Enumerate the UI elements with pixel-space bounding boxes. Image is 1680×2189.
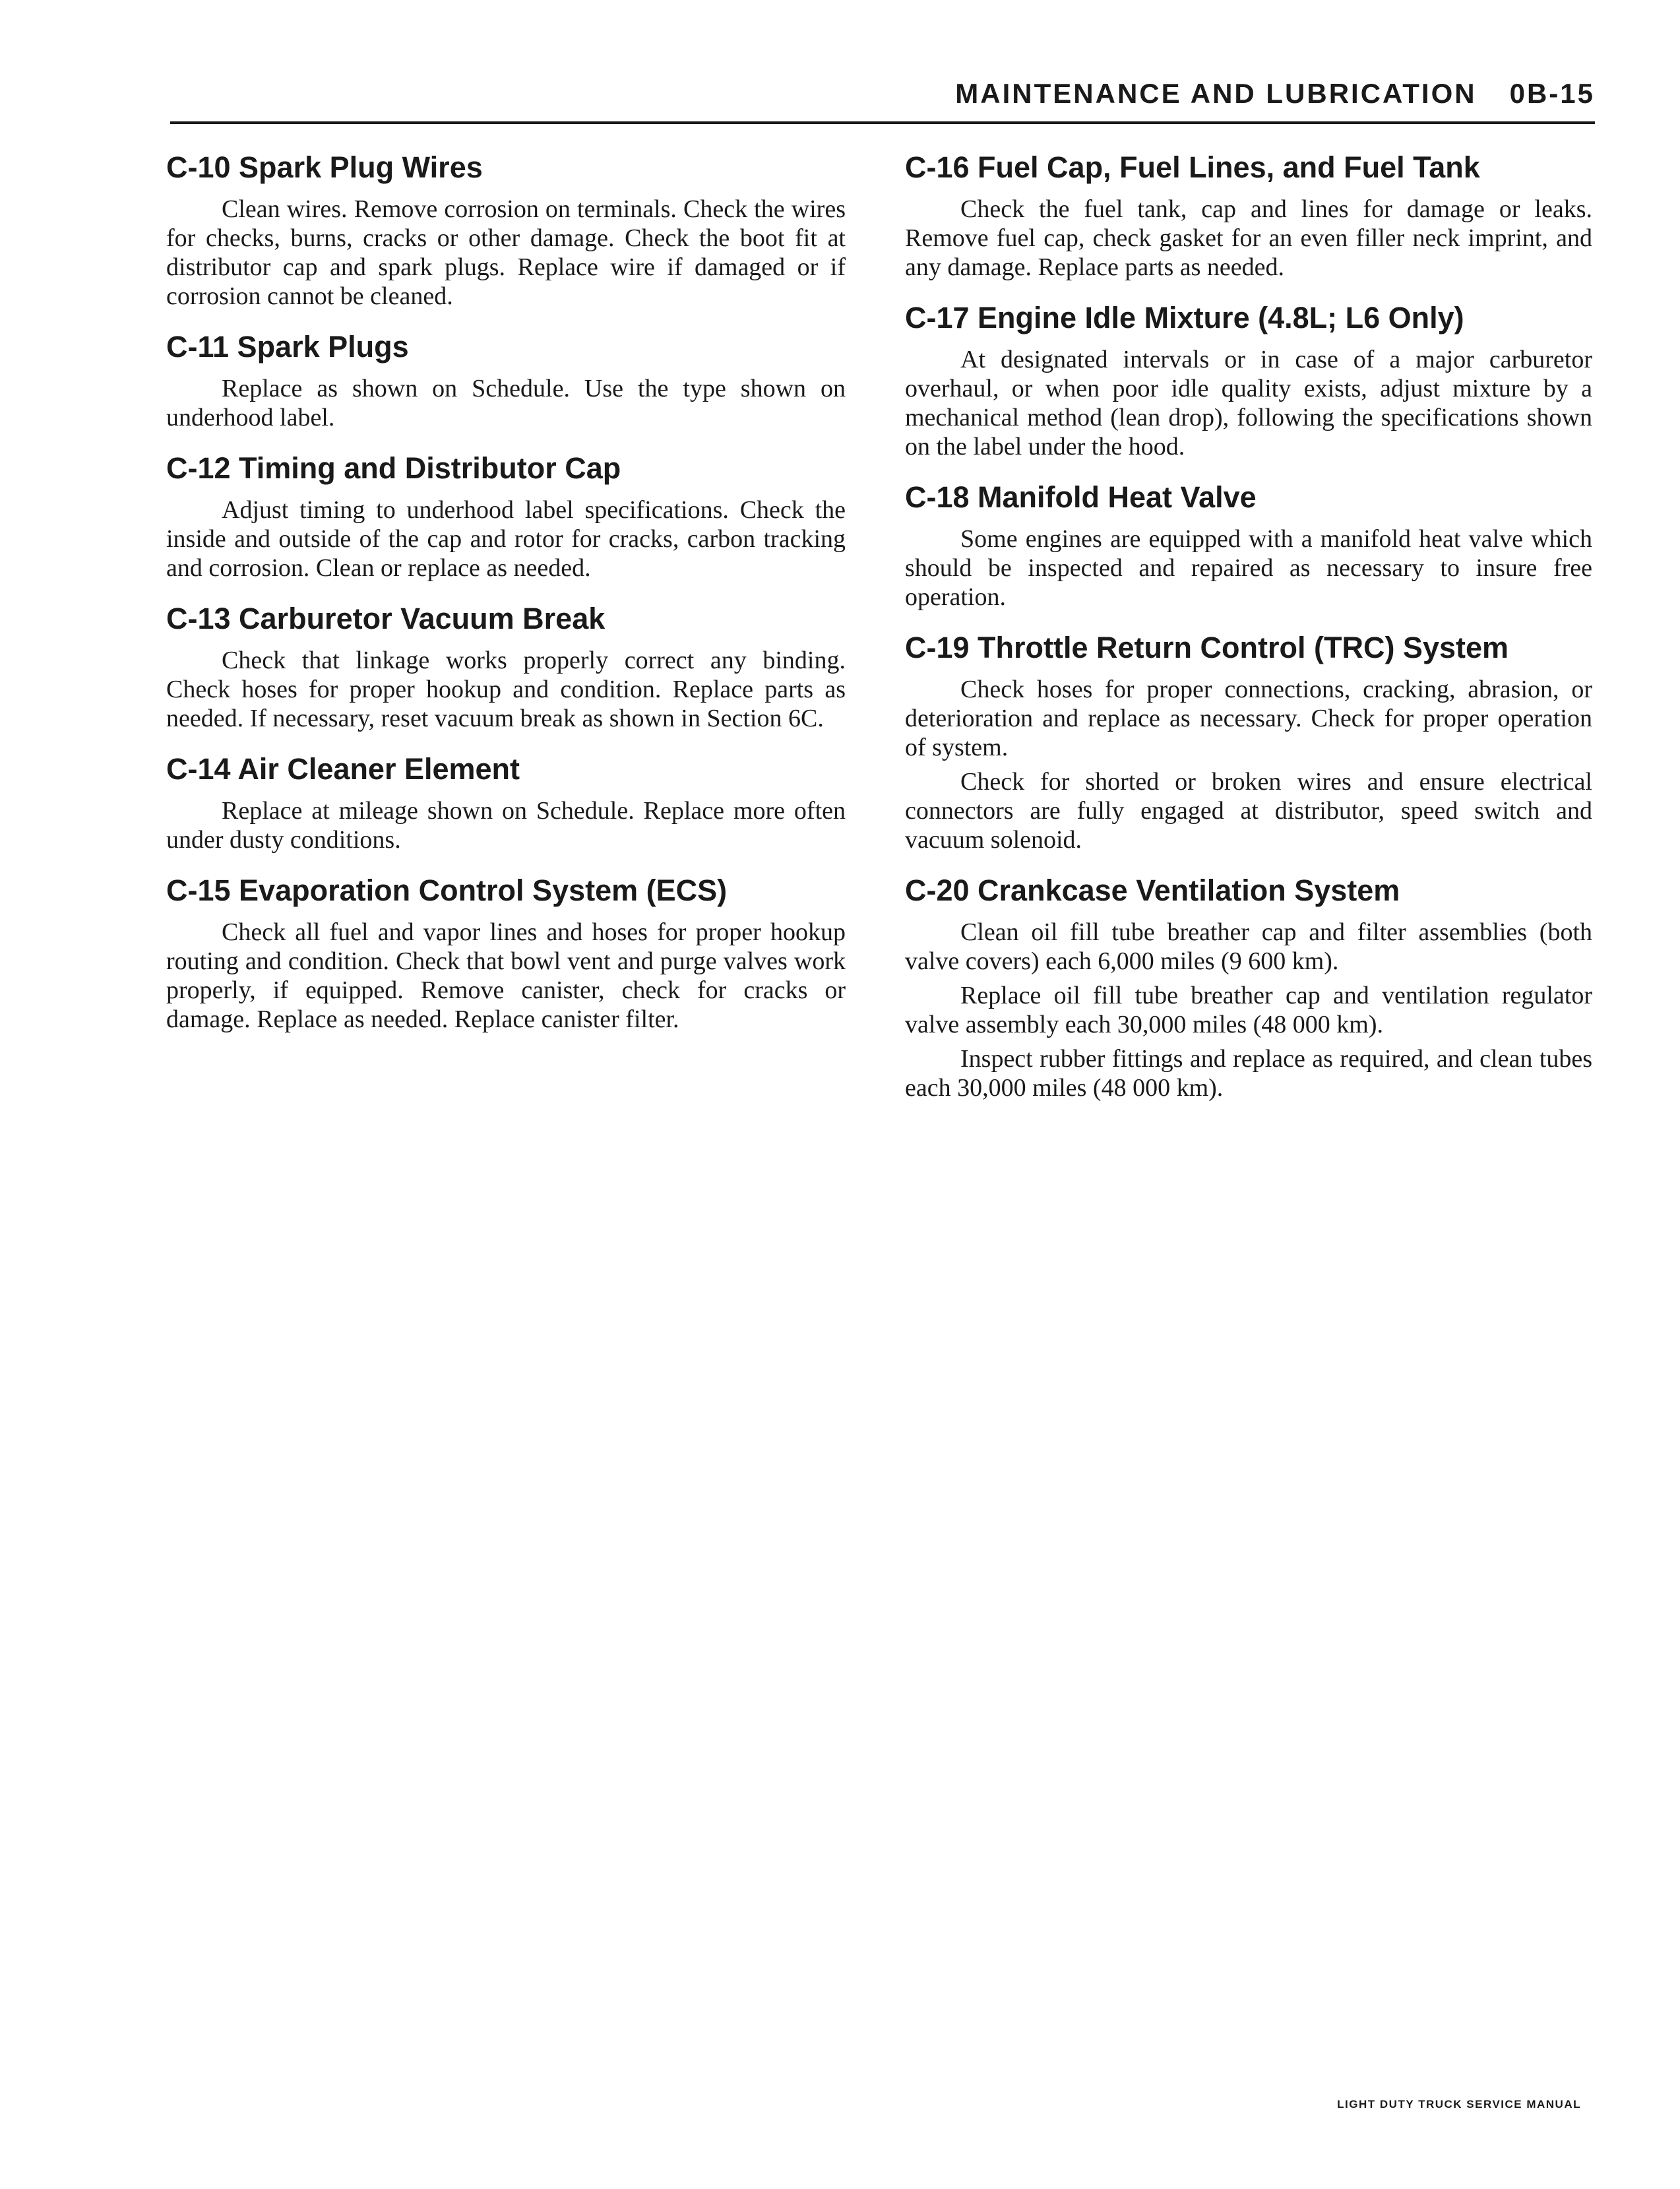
section-c15	[166, 872, 846, 1034]
left-column	[166, 148, 846, 1051]
section-c16	[905, 148, 1592, 282]
section-c10	[166, 148, 846, 311]
page-number: 0B-15	[1509, 78, 1595, 109]
section-heading: C-16 Fuel Cap, Fuel Lines, and Fuel Tank	[905, 150, 1480, 184]
section-heading: C-20 Crankcase Ventilation System	[905, 873, 1400, 907]
right-column	[905, 148, 1592, 1120]
section-heading: C-15 Evaporation Control System (ECS)	[166, 873, 728, 907]
section-c11	[166, 328, 846, 432]
section-c18	[905, 478, 1592, 612]
section-c12	[166, 449, 846, 583]
section-heading: C-17 Engine Idle Mixture (4.8L; L6 Only)	[905, 301, 1464, 334]
section-heading: C-19 Throttle Return Control (TRC) System	[905, 631, 1509, 664]
section-heading: C-14 Air Cleaner Element	[166, 752, 520, 786]
section-paragraph: Check hoses for proper connections, cracking, abrasion, or deterioration and replace as necessary. Check for proper operation of system.	[905, 676, 1592, 761]
section-paragraph: Clean wires. Remove corrosion on terminals. Check the wires for checks, burns, cracks or other damage. Check the boot fit at distributor cap and spark plugs. Replace wire if damaged or if corrosion cannot be cleaned.	[166, 195, 846, 310]
section-paragraph: Replace as shown on Schedule. Use the type shown on underhood label.	[166, 375, 846, 431]
section-paragraph: Replace oil fill tube breather cap and ventilation regulator valve assembly each 30,000 miles (48 000 km).	[905, 982, 1592, 1038]
section-heading: C-10 Spark Plug Wires	[166, 150, 483, 184]
section-c19	[905, 629, 1592, 854]
section-paragraph: Clean oil fill tube breather cap and filter assemblies (both valve covers) each 6,000 miles (9 600 km).	[905, 918, 1592, 975]
section-paragraph: Check all fuel and vapor lines and hoses for proper hookup routing and condition. Check that bowl vent and purge valves work properly, if equipped. Remove canister, check for cracks or damage. Replace as needed. Replace canister filter.	[166, 918, 846, 1033]
section-paragraph: Some engines are equipped with a manifold heat valve which should be inspected and repaired as necessary to insure free operation.	[905, 525, 1592, 611]
section-paragraph: Adjust timing to underhood label specifications. Check the inside and outside of the cap and rotor for cracks, carbon tracking and corrosion. Clean or replace as needed.	[166, 496, 846, 582]
section-c13	[166, 600, 846, 733]
section-paragraph: Check for shorted or broken wires and ensure electrical connectors are fully engaged at distributor, speed switch and vacuum solenoid.	[905, 768, 1592, 854]
section-paragraph: Replace at mileage shown on Schedule. Replace more often under dusty conditions.	[166, 797, 846, 854]
section-heading: C-18 Manifold Heat Valve	[905, 480, 1257, 514]
section-c17	[905, 299, 1592, 461]
footer-manual-title: LIGHT DUTY TRUCK SERVICE MANUAL	[1337, 2098, 1581, 2110]
section-paragraph: Check the fuel tank, cap and lines for damage or leaks. Remove fuel cap, check gasket for an even filler neck imprint, and any damage. Replace parts as needed.	[905, 195, 1592, 281]
section-paragraph: At designated intervals or in case of a major carburetor overhaul, or when poor idle quality exists, adjust mixture by a mechanical method (lean drop), following the specifications shown on the label under the hood.	[905, 346, 1592, 460]
section-c20	[905, 872, 1592, 1102]
section-c14	[166, 750, 846, 854]
page-header	[170, 78, 1595, 124]
header-title: MAINTENANCE AND LUBRICATION	[955, 78, 1477, 109]
section-heading: C-12 Timing and Distributor Cap	[166, 451, 621, 485]
section-paragraph: Inspect rubber fittings and replace as required, and clean tubes each 30,000 miles (48 000 km).	[905, 1045, 1592, 1102]
section-paragraph: Check that linkage works properly correct any binding. Check hoses for proper hookup and condition. Replace parts as needed. If necessary, reset vacuum break as shown in Section 6C.	[166, 647, 846, 732]
section-heading: C-13 Carburetor Vacuum Break	[166, 602, 606, 635]
section-heading: C-11 Spark Plugs	[166, 330, 409, 364]
header-text	[955, 78, 1595, 110]
